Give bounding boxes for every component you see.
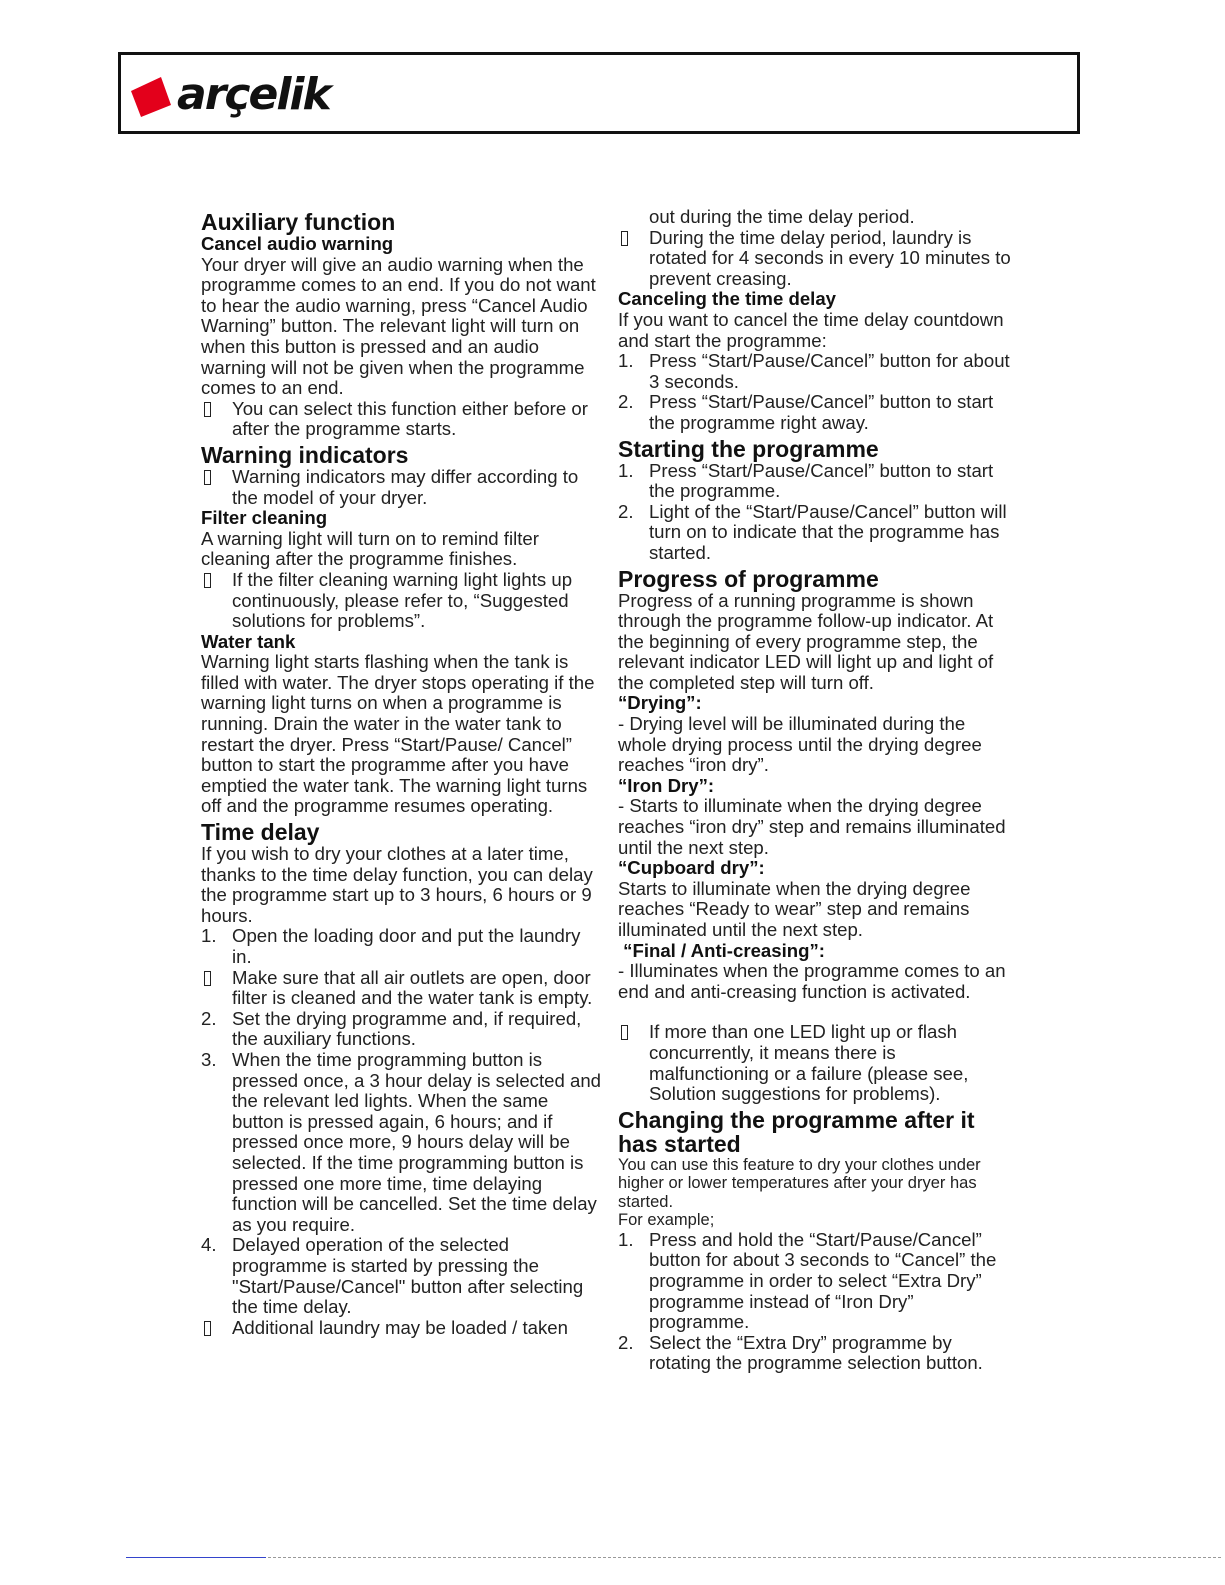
- subsection-title: “Final / Anti-creasing”:: [618, 939, 825, 961]
- bullet-text: During the time delay period, laundry is rotated for 4 seconds in every 10 minutes to prevent creasing.: [649, 226, 1011, 289]
- bullet-item: [618, 1022, 1018, 1104]
- item-text: Delayed operation of the selected programme is started by pressing the "Start/Pause/Cancel" button after selecting the time delay.: [232, 1234, 584, 1318]
- bullet-box-icon: [204, 1321, 211, 1336]
- bullet-box-icon: [204, 971, 211, 986]
- bullet-text: You can select this function either before or after the programme starts.: [232, 397, 588, 440]
- section-title: Warning indicators: [201, 441, 409, 468]
- subsection-title: Filter cleaning: [201, 507, 328, 529]
- item-text: Press “Start/Pause/Cancel” button to start the programme.: [649, 459, 994, 502]
- item-number: 1.: [618, 459, 634, 481]
- bullet-continuation: out during the time delay period.: [649, 206, 915, 227]
- footer-divider: [268, 1557, 1221, 1558]
- numbered-item: [201, 1050, 601, 1235]
- paragraph: If you want to cancel the time delay countdown and start the programme:: [618, 308, 1004, 351]
- paragraph: - Drying level will be illuminated during the whole drying process until the drying degree reaches “iron dry”.: [618, 713, 982, 776]
- bullet-item: [201, 1318, 601, 1341]
- left-column: [201, 207, 601, 1340]
- numbered-item: [201, 1009, 601, 1050]
- paragraph: Warning light starts flashing when the tank is filled with water. The dryer stops operating if the warning light turns on when a programme is running. Drain the water in the water tank to restart the dryer. Press “Start/Pause/ Cancel” button to start the programme after you have emptied the water tank. The warning light turns off and the programme resumes operating.: [201, 651, 595, 817]
- red-flag-icon: [127, 71, 175, 119]
- item-text: Select the “Extra Dry” programme by rotating the programme selection button.: [649, 1331, 983, 1374]
- paragraph: Starts to illuminate when the drying degree reaches “Ready to wear” step and remains illuminated until the next step.: [618, 877, 971, 940]
- brand-name: arçelik: [177, 69, 330, 120]
- numbered-item: [618, 392, 1018, 433]
- header-box: [118, 52, 1080, 134]
- item-text: Open the loading door and put the laundry in.: [232, 925, 581, 967]
- section-title: Changing the programme after it has started: [618, 1106, 975, 1157]
- numbered-item: [618, 1333, 1018, 1374]
- item-number: 1.: [618, 1228, 634, 1250]
- bullet-box-icon: [204, 573, 211, 588]
- bullet-box-icon: [204, 402, 211, 417]
- section-title: Auxiliary function: [201, 209, 396, 235]
- bullet-item: [201, 467, 601, 508]
- subsection-title: “Cupboard dry”:: [618, 857, 765, 879]
- subsection-title: “Iron Dry”:: [618, 774, 715, 796]
- paragraph: You can use this feature to dry your clothes under higher or lower temperatures after your dryer has started.: [618, 1155, 981, 1211]
- item-number: 2.: [618, 391, 634, 413]
- item-number: 1.: [201, 925, 217, 947]
- bullet-text: If more than one LED light up or flash concurrently, it means there is malfunctioning or a failure (please see, Solution suggestions for problems).: [649, 1021, 969, 1105]
- numbered-item: [618, 351, 1018, 392]
- section-title: Time delay: [201, 819, 320, 846]
- item-text: When the time programming button is pressed once, a 3 hour delay is selected and the relevant led lights. When the same button is pressed again, 6 hours; and if pressed once more, 9 hours delay will be selected. If the time programming button is pressed one more time, time delaying function will be cancelled. Set the time delay as you require.: [232, 1048, 602, 1235]
- item-number: 2.: [618, 500, 634, 522]
- paragraph: If you wish to dry your clothes at a later time, thanks to the time delay function, you can delay the programme start up to 3 hours, 6 hours or 9 hours.: [201, 843, 593, 926]
- bullet-text: If the filter cleaning warning light lights up continuously, please refer to, “Suggested solutions for problems”.: [232, 568, 573, 632]
- paragraph: A warning light will turn on to remind filter cleaning after the programme finishes.: [201, 527, 539, 570]
- item-number: 2.: [618, 1331, 634, 1353]
- bullet-text: Warning indicators may differ according to the model of your dryer.: [232, 465, 579, 508]
- numbered-item: [201, 1235, 601, 1317]
- footer-link-line: [126, 1557, 266, 1558]
- item-text: Set the drying programme and, if required, the auxiliary functions.: [232, 1007, 582, 1050]
- section-title: Progress of programme: [618, 565, 879, 592]
- subsection-title: Canceling the time delay: [618, 288, 837, 310]
- item-text: Light of the “Start/Pause/Cancel” button will turn on to indicate that the programme has started.: [649, 500, 1007, 563]
- item-number: 2.: [201, 1007, 217, 1029]
- numbered-item: [201, 926, 601, 967]
- item-number: 4.: [201, 1234, 217, 1256]
- paragraph: For example;: [618, 1211, 715, 1230]
- bullet-box-icon: [204, 470, 211, 485]
- bullet-text: Make sure that all air outlets are open, door filter is cleaned and the water tank is empty.: [232, 966, 593, 1009]
- numbered-item: [618, 461, 1018, 502]
- bullet-item: [618, 228, 1018, 290]
- bullet-box-icon: [621, 1025, 628, 1040]
- section-title: Starting the programme: [618, 435, 879, 462]
- brand-logo: [127, 65, 330, 125]
- subsection-title: Water tank: [201, 630, 296, 652]
- subsection-title: Cancel audio warning: [201, 233, 394, 254]
- paragraph: - Illuminates when the programme comes to an end and anti-creasing function is activated.: [618, 960, 1006, 1002]
- paragraph: Progress of a running programme is shown through the programme follow-up indicator. At the beginning of every programme step, the relevant indicator LED will light up and light of the completed step will turn off.: [618, 589, 994, 693]
- item-number: 3.: [201, 1048, 217, 1070]
- numbered-item: [618, 502, 1018, 564]
- right-column: [618, 207, 1018, 1374]
- paragraph: - Starts to illuminate when the drying degree reaches “iron dry” step and remains illuminated until the next step.: [618, 795, 1006, 858]
- bullet-item: [201, 968, 601, 1009]
- bullet-text: Additional laundry may be loaded / taken: [232, 1316, 568, 1338]
- paragraph: Your dryer will give an audio warning when the programme comes to an end. If you do not want to hear the audio warning, press “Cancel Audio Warning” button. The relevant light will turn on when this button is pressed and an audio warning will not be given when the programme comes to an end.: [201, 253, 596, 399]
- bullet-item: [201, 399, 601, 440]
- subsection-title: “Drying”:: [618, 692, 702, 714]
- bullet-item: [201, 570, 601, 632]
- bullet-box-icon: [621, 231, 628, 246]
- numbered-item: [618, 1230, 1018, 1333]
- item-number: 1.: [618, 350, 634, 372]
- item-text: Press “Start/Pause/Cancel” button to start the programme right away.: [649, 391, 994, 433]
- item-text: Press “Start/Pause/Cancel” button for about 3 seconds.: [649, 350, 1010, 392]
- item-text: Press and hold the “Start/Pause/Cancel” button for about 3 seconds to “Cancel” the programme in order to select “Extra Dry” programme instead of “Iron Dry” programme.: [649, 1228, 997, 1333]
